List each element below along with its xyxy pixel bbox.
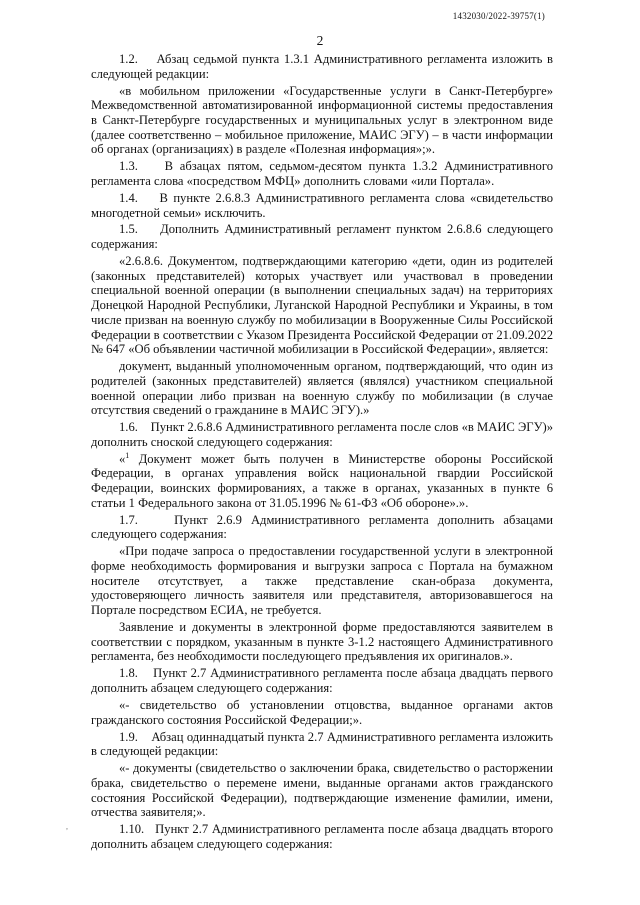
paragraph-1-3: 1.3. В абзацах пятом, седьмом-десятом пункта 1.3.2 Административного регламента слова «посредством МФЦ» дополнить словами «или Портала». — [91, 159, 553, 188]
paragraph-footnote-text: «$^1$ Документ может быть получен в Министерстве обороны Российской Федерации, в органах управления войск национальной гвардии Российской Федерации, воинских формированиях, а также в органах, указанных в пункте 6 статьи 1 Федерального закона от 31.05.1996 № 61-ФЗ «Об обороне».». — [91, 450, 553, 510]
document-id: 1432030/2022-39757(1) — [452, 11, 545, 21]
paragraph-1-9: 1.9. Абзац одиннадцатый пункта 2.7 Административного регламента изложить в следующей редакции: — [91, 729, 553, 759]
paragraph-1-2-quote: «в мобильном приложении «Государственные услуги в Санкт-Петербурге» Межведомственной автоматизированной информационной системы предоставления в Санкт-Петербурге государственных и муниципальных услуг в электронном виде (далее соответственно – мобильное приложение, МАИС ЭГУ) – в части информации об органах (организациях) в разделе «Полезная информация»;». — [91, 83, 553, 157]
paragraph-1-7: 1.7. Пункт 2.6.9 Административного регламента дополнить абзацами следующего содержания: — [91, 512, 553, 542]
document-body — [91, 52, 553, 854]
paragraph-electronic-documents: Заявление и документы в электронной форме предоставляются заявителем в соответствии с порядком, указанным в пункте 3-1.2 настоящего Административного регламента, без необходимости последующего предъявления их оригиналов.». — [91, 620, 553, 664]
paragraph-1-10: 1.10. Пункт 2.7 Административного регламента после абзаца двадцать второго дополнить абзацем следующего содержания: — [91, 822, 553, 851]
paragraph-1-6: 1.6. Пункт 2.6.8.6 Административного регламента после слов «в МАИС ЭГУ)» дополнить сноской следующего содержания: — [91, 420, 553, 449]
paragraph-1-2: 1.2. Абзац седьмой пункта 1.3.1 Административного регламента изложить в следующей редакции: — [91, 52, 553, 81]
paragraph-name-change-documents: «- документы (свидетельство о заключении брака, свидетельство о расторжении брака, свидетельство о перемене имени, выданные органами актов гражданского состояния Российской Федерации), подтверждающие изменение фамилии, имени, отчества заявителя;». — [91, 761, 553, 820]
page-number: 2 — [316, 33, 324, 48]
paragraph-electronic-request: «При подаче запроса о предоставлении государственной услуги в электронной форме необходимость формирования и выгрузки запроса с Портала на бумажном носителе отсутствует, а также представление скан-образа документа, удостоверяющего личность заявителя или представителя, авторизовавшегося на Портале посредством ЕСИА, не требуется. — [91, 544, 553, 618]
paragraph-2-6-8-6: «2.6.8.6. Документом, подтверждающими категорию «дети, один из родителей (законных представителей) которых участвует или участвовал в проведении специальной военной операции (в выполнении специальных задач) на территориях Донецкой Народной Республики, Луганской Народной Республики и Украины, в том числе призван на военную службу по мобилизации в Вооруженные Силы Российской Федерации в соответствии с Указом Президента Российской Федерации от 21.09.2022 № 647 «Об объявлении частичной мобилизации в Российской Федерации», является: — [91, 254, 553, 357]
margin-mark: , — [66, 822, 68, 831]
paragraph-1-8: 1.8. Пункт 2.7 Административного регламента после абзаца двадцать первого дополнить абзацем следующего содержания: — [91, 666, 553, 696]
paragraph-document-description: документ, выданный уполномоченным органом, подтверждающий, что один из родителей (законных представителей) является (являлся) участником специальной военной операции либо призван на военную службу по мобилизации (в случае отсутствия сведений о гражданине в МАИС ЭГУ).» — [91, 359, 553, 418]
paragraph-1-5: 1.5. Дополнить Административный регламент пунктом 2.6.8.6 следующего содержания: — [91, 222, 553, 252]
footnote-marker: 1 — [125, 450, 130, 460]
paragraph-paternity-certificate: «- свидетельство об установлении отцовства, выданное органами актов гражданского состояния Российской Федерации;». — [91, 697, 553, 727]
paragraph-1-4: 1.4. В пункте 2.6.8.3 Административного регламента слова «свидетельство многодетной семьи» исключить. — [91, 190, 553, 220]
